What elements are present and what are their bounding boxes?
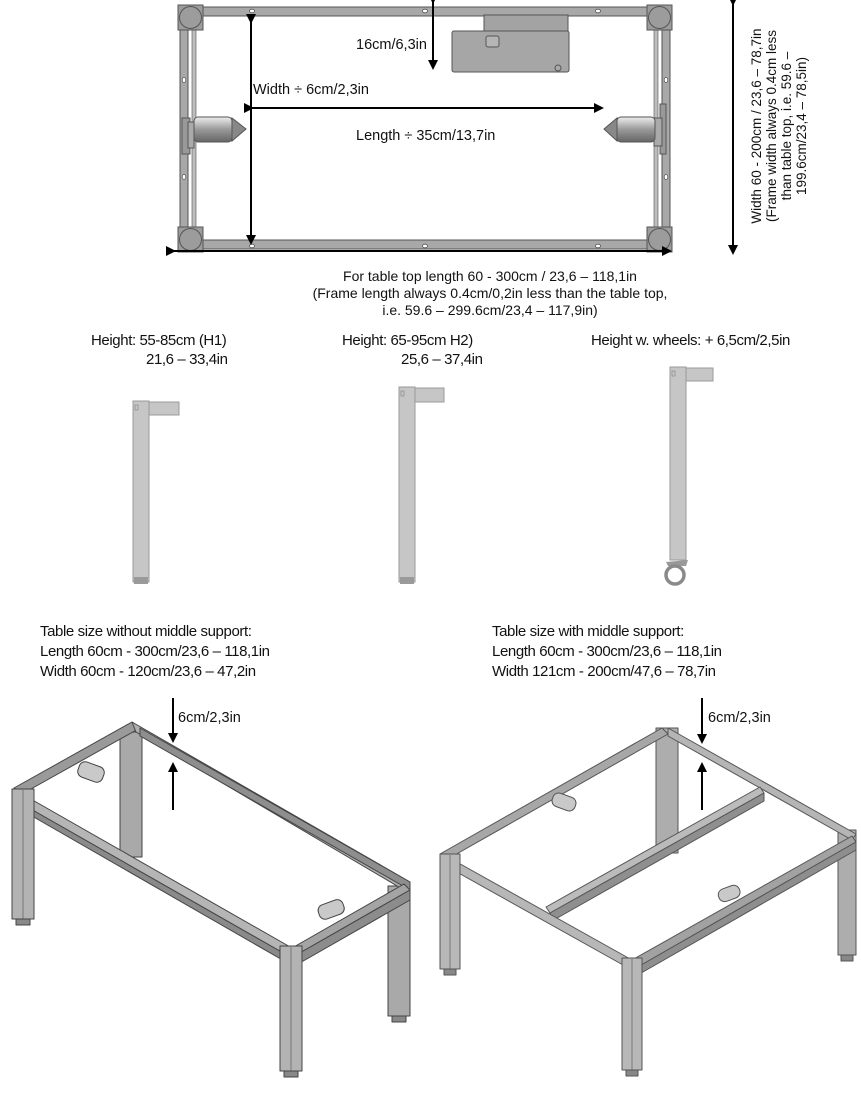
leg-h1-subtitle: 21,6 – 33,4in <box>146 351 228 368</box>
length-range-line3: i.e. 59.6 – 299.6cm/23,4 – 117,9in) <box>382 302 598 318</box>
leg-h2-drawing <box>399 387 444 584</box>
length-range-line2: (Frame length always 0.4cm/0,2in less than the table top, <box>312 285 668 301</box>
leg-h1-drawing <box>133 401 179 584</box>
width-range-line3: than table top, i.e. 59.6 – <box>779 51 794 201</box>
width-range-note <box>749 6 809 246</box>
frame-with-support-rail-height: 6cm/2,3in <box>708 710 771 726</box>
frame-with-support-spec <box>492 622 722 682</box>
frame-no-support-rail-height: 6cm/2,3in <box>178 710 241 726</box>
motor-left <box>182 117 246 154</box>
length-range-line1: For table top length 60 - 300cm / 23,6 – 118,1in <box>343 268 637 284</box>
frame-no-support-spec <box>40 622 270 682</box>
width-range-line1: Width 60 - 200cm / 23,6 – 78,7in <box>749 28 764 224</box>
frame-no-support-heading: Table size without middle support: <box>40 623 252 640</box>
leg-h1-title: Height: 55-85cm (H1) <box>91 332 227 349</box>
leg-drawings <box>0 360 861 600</box>
frame-no-support-length: Length 60cm - 300cm/23,6 – 118,1in <box>40 643 270 660</box>
frame-perspective-drawings <box>0 690 861 1093</box>
length-range-note <box>270 268 710 319</box>
frame-with-support-width: Width 121cm - 200cm/47,6 – 78,7in <box>492 663 716 680</box>
leg-h2-title: Height: 65-95cm H2) <box>342 332 473 349</box>
frame-with-support-length: Length 60cm - 300cm/23,6 – 118,1in <box>492 643 722 660</box>
dim-controller-offset: 16cm/6,3in <box>356 37 427 53</box>
dim-width-reduction: Width ÷ 6cm/2,3in <box>253 82 369 98</box>
frame-no-support-width: Width 60cm - 120cm/23,6 – 47,2in <box>40 663 256 680</box>
width-range-line2: (Frame width always 0.4cm less <box>764 29 779 223</box>
frame-with-support-heading: Table size with middle support: <box>492 623 684 640</box>
control-box <box>452 15 569 72</box>
leg-wheels-title: Height w. wheels: + 6,5cm/2,5in <box>591 332 790 349</box>
dim-length-reduction: Length ÷ 35cm/13,7in <box>356 128 496 144</box>
leg-wheel-drawing <box>666 367 713 584</box>
leg-h2-subtitle: 25,6 – 37,4in <box>401 351 483 368</box>
frame-with-support-drawing <box>440 698 856 1076</box>
width-range-line4: 199.6cm/23,4 – 78,5in) <box>794 56 809 196</box>
frame-no-support-drawing <box>12 698 410 1077</box>
